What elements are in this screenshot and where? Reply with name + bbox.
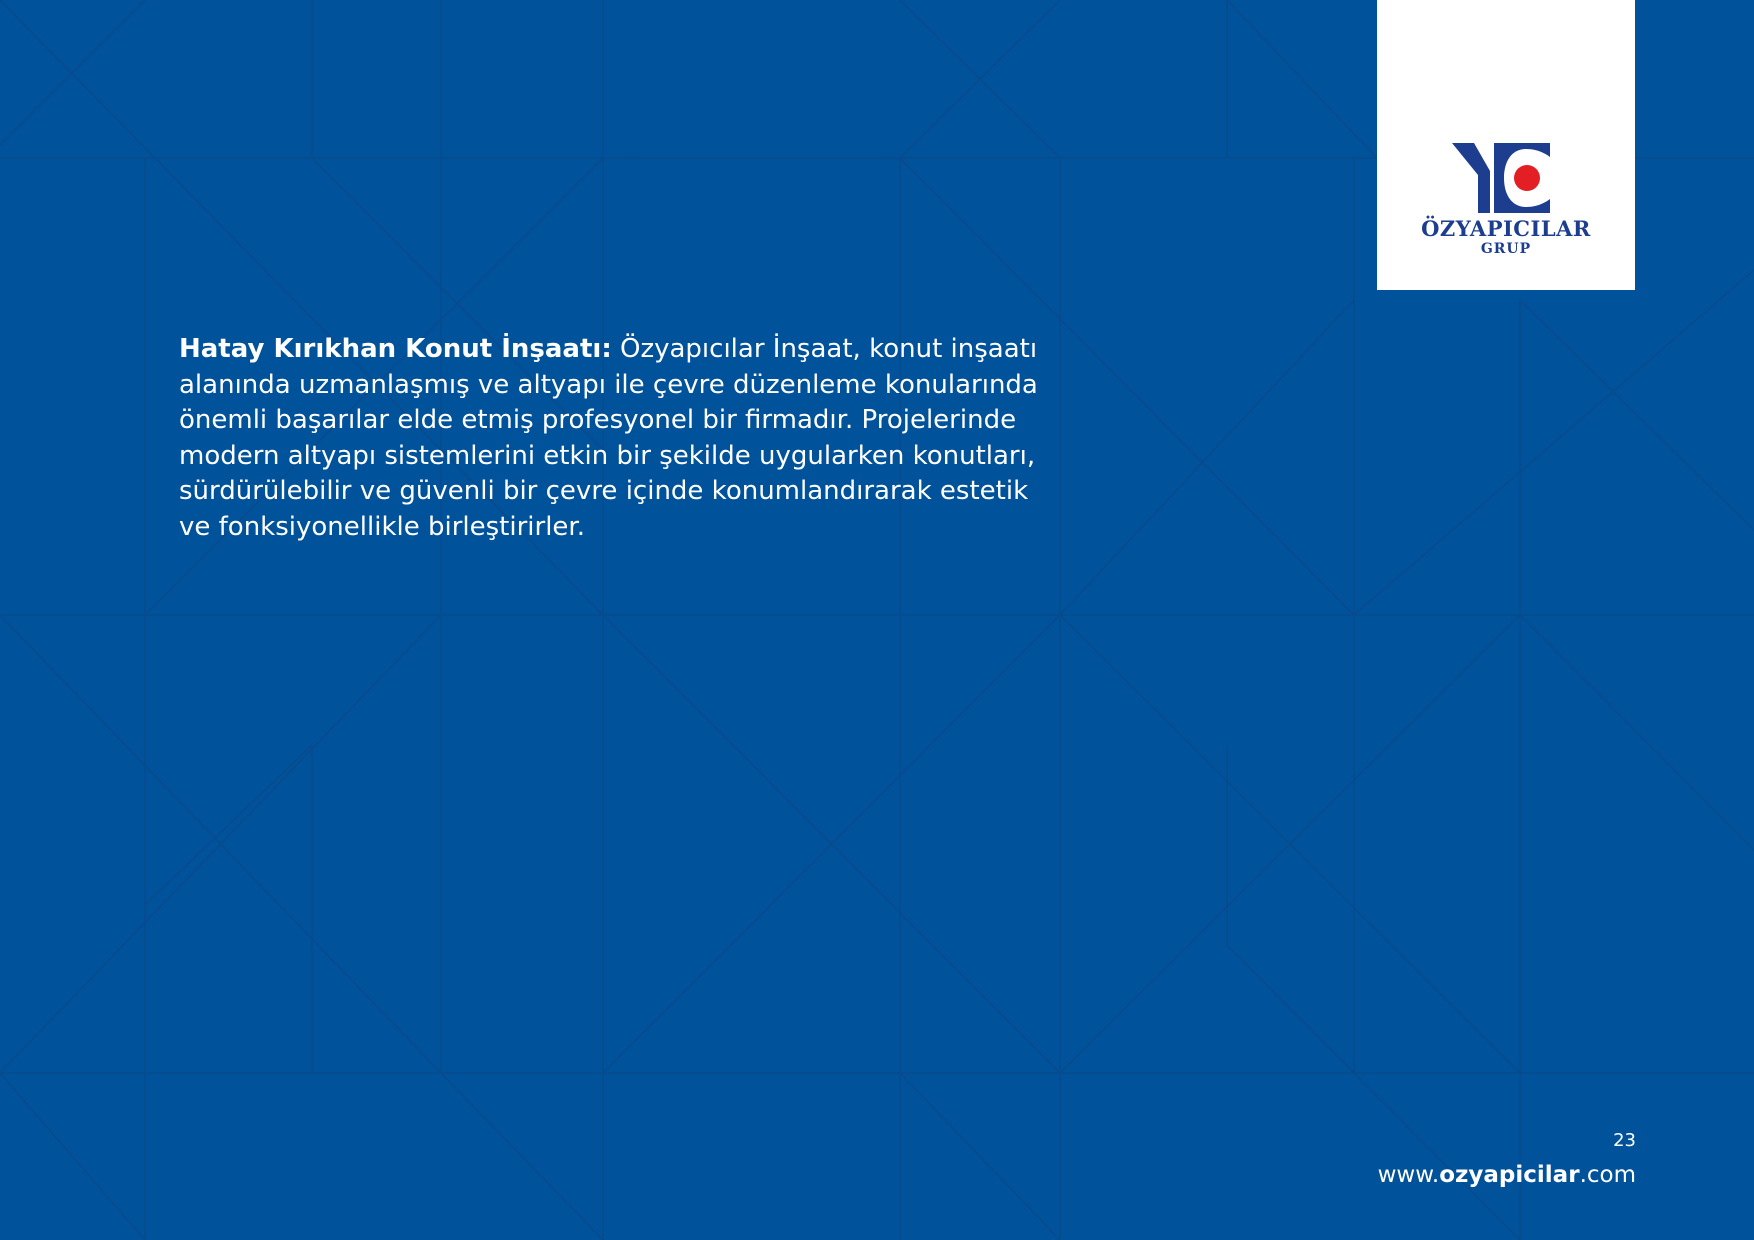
page-number: 23: [1613, 1130, 1636, 1151]
article-paragraph: [179, 332, 1039, 545]
ozyapicilar-logo-icon: [1452, 143, 1550, 213]
article-lead-title: Hatay Kırıkhan Konut İnşaatı:: [179, 334, 612, 364]
website-domain: ozyapicilar: [1439, 1162, 1580, 1188]
website-prefix: www.: [1377, 1162, 1440, 1188]
logo-subtitle: GRUP: [1480, 241, 1532, 257]
website-suffix: .com: [1579, 1162, 1636, 1188]
article-body-text: Özyapıcılar İnşaat, konut inşaatı alanında uzmanlaşmış ve altyapı ile çevre düzenleme konularında önemli başarılar elde etmiş profesyonel bir firmadır. Projelerinde modern altyapı sistemlerini etkin bir şekilde uygularken konutları, sürdürülebilir ve güvenli bir çevre içinde konumlandırarak estetik ve fonksiyonellikle birleştirirler.: [179, 334, 1038, 542]
logo-wordmark: ÖZYAPICILAR: [1421, 216, 1591, 241]
website-link[interactable]: [1378, 1162, 1636, 1188]
logo-panel: [1377, 0, 1635, 290]
